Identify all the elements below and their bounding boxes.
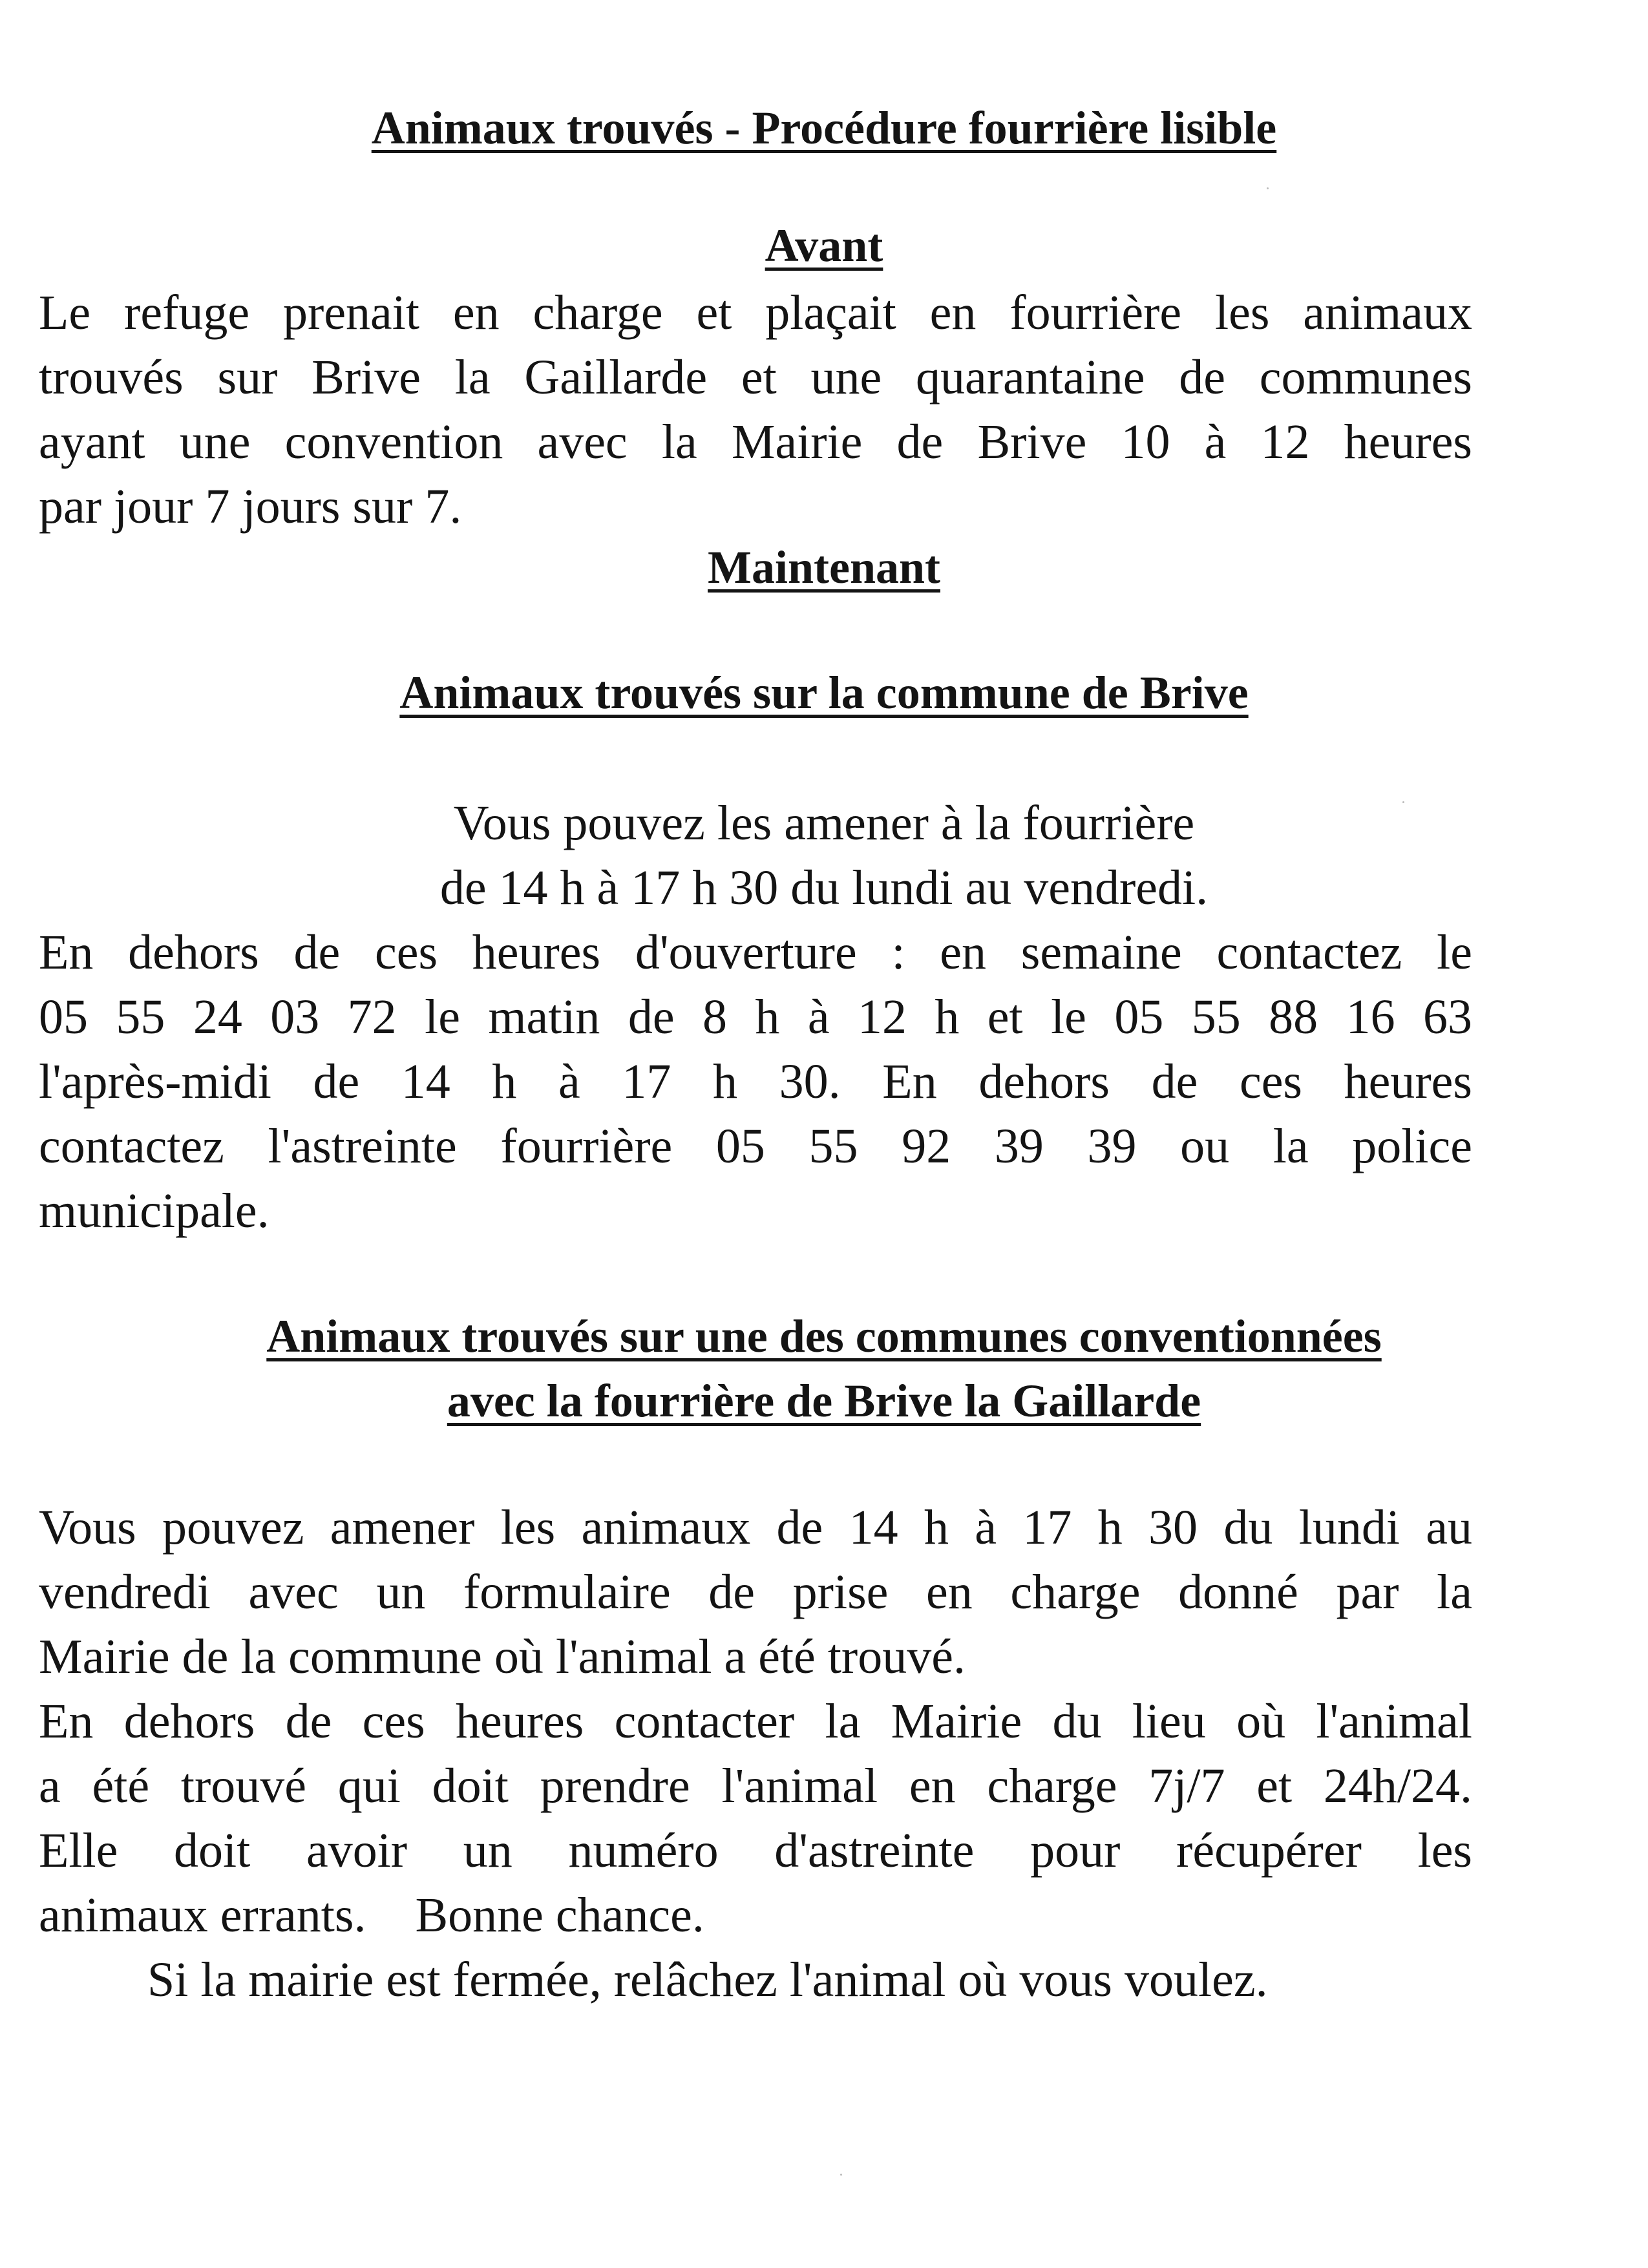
brive-contact-line: municipale. xyxy=(39,1184,269,1238)
brive-contact-paragraph xyxy=(39,920,1472,1243)
section-heading-communes-line2: avec la fourrière de Brive la Gaillarde xyxy=(447,1375,1201,1427)
brive-contact-line: contactez l'astreinte fourrière 05 55 92 39 39 ou la police xyxy=(39,1119,1472,1173)
avant-line: trouvés sur Brive la Gaillarde et une quarantaine de communes xyxy=(39,350,1472,404)
avant-line: ayant une convention avec la Mairie de Brive 10 à 12 heures xyxy=(39,415,1472,469)
communes-line: a été trouvé qui doit prendre l'animal en charge 7j/7 et 24h/24. xyxy=(39,1759,1472,1813)
section-heading-maintenant: Maintenant xyxy=(708,541,940,593)
section-heading-communes-line1: Animaux trouvés sur une des communes conventionnées xyxy=(266,1310,1382,1362)
communes-line: vendredi avec un formulaire de prise en charge donné par la xyxy=(39,1565,1472,1619)
section-heading-brive: Animaux trouvés sur la commune de Brive xyxy=(399,667,1249,719)
brive-contact-line: 05 55 24 03 72 le matin de 8 h à 12 h et le 05 55 88 16 63 xyxy=(39,990,1472,1044)
communes-line: Elle doit avoir un numéro d'astreinte pour récupérer les xyxy=(39,1823,1472,1878)
closing-line: Si la mairie est fermée, relâchez l'animal où vous voulez. xyxy=(147,1953,1268,2007)
communes-line: Mairie de la commune où l'animal a été trouvé. xyxy=(39,1630,966,1684)
brive-contact-line: En dehors de ces heures d'ouverture : en semaine contactez le xyxy=(39,925,1472,980)
avant-line: par jour 7 jours sur 7. xyxy=(39,479,462,534)
page-title: Animaux trouvés - Procédure fourrière lisible xyxy=(371,102,1277,154)
scan-speck xyxy=(840,2174,842,2176)
brive-intro-line: Vous pouvez les amener à la fourrière xyxy=(453,796,1195,850)
communes-line: En dehors de ces heures contacter la Mairie du lieu où l'animal xyxy=(39,1694,1472,1748)
scan-speck xyxy=(1267,187,1269,189)
communes-line: Vous pouvez amener les animaux de 14 h à 17 h 30 du lundi au xyxy=(39,1500,1472,1555)
avant-line: Le refuge prenait en charge et plaçait en fourrière les animaux xyxy=(39,286,1472,340)
section-heading-avant: Avant xyxy=(765,220,883,271)
scan-speck xyxy=(1402,801,1404,803)
communes-line: animaux errants. Bonne chance. xyxy=(39,1888,704,1942)
communes-paragraph xyxy=(39,1495,1472,1948)
brive-hours-line: de 14 h à 17 h 30 du lundi au vendredi. xyxy=(439,861,1209,915)
avant-paragraph xyxy=(39,280,1472,539)
brive-contact-line: l'après-midi de 14 h à 17 h 30. En dehors de ces heures xyxy=(39,1055,1472,1109)
